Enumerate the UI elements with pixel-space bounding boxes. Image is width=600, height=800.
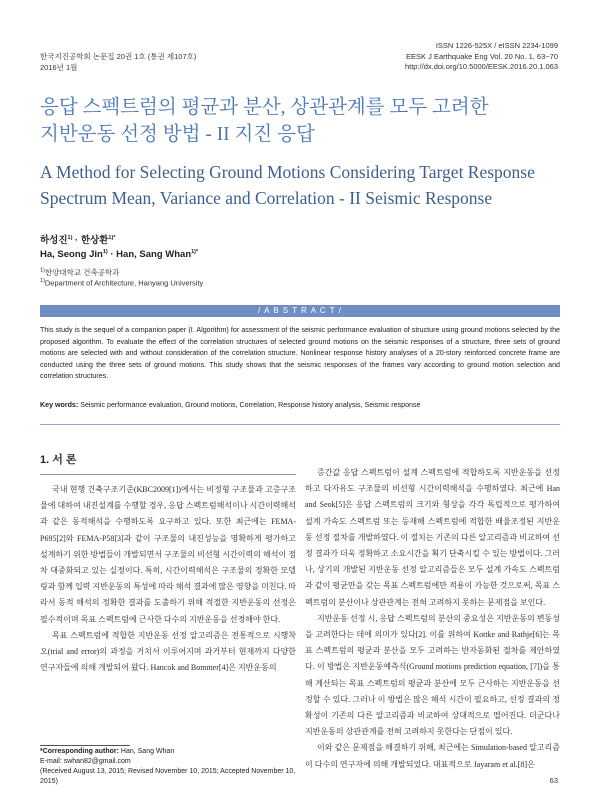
- affiliation-text: 한양대학교 건축공학과: [44, 268, 120, 277]
- footnote-dates: (Received August 13, 2015; Revised November 10, 2015; Accepted November 10, 2015): [40, 768, 296, 785]
- author-name: 하성진: [40, 235, 68, 246]
- journal-volume: EESK J Earthquake Eng Vol. 20 No. 1, 63~70: [406, 51, 558, 61]
- title-korean: [40, 94, 580, 148]
- abstract-text: This study is the sequel of a companion paper (I. Algorithm) for assessment of the seismic performance evaluation of structure using ground motions selected by the proposed algorithm. To evaluate the effect of the correlation structures of selected ground motions on the seismic responses of a structure, three sets of ground motions are selected with and without consideration of the correlation structure. Nonlinear response history analyses of a 20-story reinforced concrete frame are conducted using the three sets of ground motions. This study shows that the seismic responses of the frames vary according to ground motion selection and correlation structures.: [40, 326, 560, 381]
- abstract-heading: / A B S T R A C T /: [40, 305, 560, 317]
- issn: ISSN 1226-525X / eISSN 2234-1099: [435, 41, 558, 50]
- journal-header-left: [40, 52, 196, 73]
- body-paragraph: 증간값 응답 스펙트럼이 설계 스펙트럼에 적합하도록 지반운동을 선정하고 다자유도 구조물의 비선형 시간이력해석을 수행하였다. 최근에 Han and Seok[5]은 응답 스펙트럼의 크기와 형상을 각각 독립적으로 평가하여 설계 가속도 스펙트럼 또는 등재해 스펙트럼에 적합한 배율조정된 지반운동 선정 절차를 개발하였다. 이 절치는 기존의 다른 알고리즘과 비교하여 선정 결과가 더욱 정확하고 소요시간을 획기 단축시킬 수 있는 방법이다. 그러나, 상기의 개발된 지반운동 선정 알고리즘들은 모두 설계 가속도 스펙트럼과 같이 평균만을 갖는 목표 스펙트럼에만 적용이 가능한 것으로써, 목표 스펙트럼의 분산이나 상관관계는 전혀 고려하지 못하는 문제점을 보인다.: [305, 468, 560, 607]
- affiliation-sup: 1): [40, 278, 45, 284]
- author-separator: ·: [72, 235, 81, 246]
- affiliation-korean: [40, 267, 119, 278]
- author-name: Han, Sang Whan: [116, 249, 192, 261]
- affiliation-text: Department of Architecture, Hanyang University: [44, 278, 204, 288]
- author-name: Ha, Seong Jin: [40, 249, 103, 261]
- doi-link[interactable]: http://dx.doi.org/10.5000/EESK.2016.20.1.063: [404, 62, 558, 71]
- footnote: [40, 747, 296, 787]
- keywords: [40, 401, 560, 409]
- footnote-email[interactable]: E-mail: swhan82@gmail.com: [40, 758, 131, 765]
- affiliation-sup: 1): [40, 267, 45, 274]
- section-heading: 1. 서 론: [40, 454, 77, 466]
- journal-date: 2016년 1월: [40, 62, 78, 72]
- author-sup: 1)*: [191, 249, 199, 255]
- authors-korean: [40, 232, 115, 246]
- title-english-line: Spectrum Mean, Variance and Correlation - II Seismic Response: [40, 188, 493, 208]
- title-korean-line: 응답 스펙트럼의 평균과 분산, 상관관계를 모두 고려한: [40, 97, 489, 118]
- page-number: 63: [549, 776, 558, 785]
- author-sup: 1)*: [108, 234, 116, 241]
- author-sup: 1): [67, 234, 73, 241]
- keywords-list: Seismic performance evaluation, Ground motions, Correlation, Response history analysis, Seismic response: [78, 401, 421, 409]
- body-paragraph: 목표 스펙트럼에 적합한 지반운동 선정 알고리즘은 전통적으로 시행착오(trial and error)의 과정을 거치서 이루어지며 과거부터 현재까지 다양한 연구자들에 의해 개발되어 왔다. Hancok and Bommer[4]은 지반운동의: [40, 630, 296, 673]
- footnote-divider: [40, 745, 130, 746]
- body-column-right: [305, 465, 560, 773]
- affiliation-english: [40, 278, 203, 288]
- journal-header-right: [405, 41, 558, 73]
- journal-name: 한국지진공학회 논문집 20권 1호 (통권 제107호): [40, 52, 197, 61]
- body-paragraph: 국내 현행 건축구조기준(KBC2009[1])에서는 비정형 구조물과 고층구조물에 대하여 내진설계를 수행할 경우, 응답 스펙트럼해석이나 시간이력해석과 같은 동적해석을 수행하도록 요구하고 있다. 또한 최근에는 FEMA-P695[2]와 FEMA-P58[3]과 같이 구조물의 내진성능을 명확하게 평가하고 설계하기 위한 방법들이 개발되면서 구조물의 비선형 시간이력의 해석이 점차 대중화되고 있는 실정이다. 특히, 시간이력해석은 구조물의 정확한 모델링과 함께 입력 지반운동의 특성에 따라 해석 결과에 많은 영향을 미친다. 따라서 동적 해석의 정확한 결과를 도출하기 위해 적절한 지반운동의 선정은 필수적이며 목표 스펙트럼에 근사한 다수의 지반운동을 선정해야 한다.: [40, 485, 296, 624]
- title-english: [40, 159, 585, 211]
- keywords-label: Key words:: [40, 401, 79, 409]
- body-paragraph: 지반운동 선정 시, 응답 스펙트럼의 분산의 중요성은 지반운동의 변동성을 고려한다는 데에 의미가 있다[2]. 이를 위하여 Kottke and Rathje[6]는 목표 스펙트럼의 평균과 분산을 모두 고려하는 반자동화된 절차를 제안하였다. 이 방법은 지반운동예측식(Ground motions prediction equation, [7])을 통해 계산되는 목표 스펙트럼의 평균과 분산에 모두 근사하는 지반운동을 선정할 수 있다. 그러나 이 방법은 많은 해석 시간이 필요하고, 선정 결과의 정확성이 기존의 다른 알고리즘과 비교하여 상대적으로 떨어진다. 더군다나 지반운동의 상관관계를 전혀 고려하지 못한다는 단점이 있다.: [305, 613, 560, 737]
- corresponding-author: [40, 747, 296, 757]
- author-sup: 1): [102, 249, 108, 255]
- authors-english: [40, 249, 198, 260]
- footnote-author: Han, Sang Whan: [118, 748, 175, 755]
- footnote-label: *Corresponding author:: [40, 748, 119, 755]
- abstract-divider: [40, 424, 560, 425]
- body-column-left: [40, 482, 296, 676]
- author-separator: ·: [107, 249, 117, 261]
- title-korean-line: 지반운동 선정 방법 - II 지진 응답: [40, 124, 315, 145]
- body-paragraph: 이와 같은 문제점을 해결하기 위해, 최근에는 Simulation-based 알고리즘이 다수의 연구자에 의해 개발되었다. 대표적으로 Jayaram et al.[8]은: [305, 743, 560, 769]
- title-english-line: A Method for Selecting Ground Motions Considering Target Response: [40, 162, 535, 182]
- author-name: 한상환: [80, 235, 109, 246]
- section-divider: [40, 474, 296, 475]
